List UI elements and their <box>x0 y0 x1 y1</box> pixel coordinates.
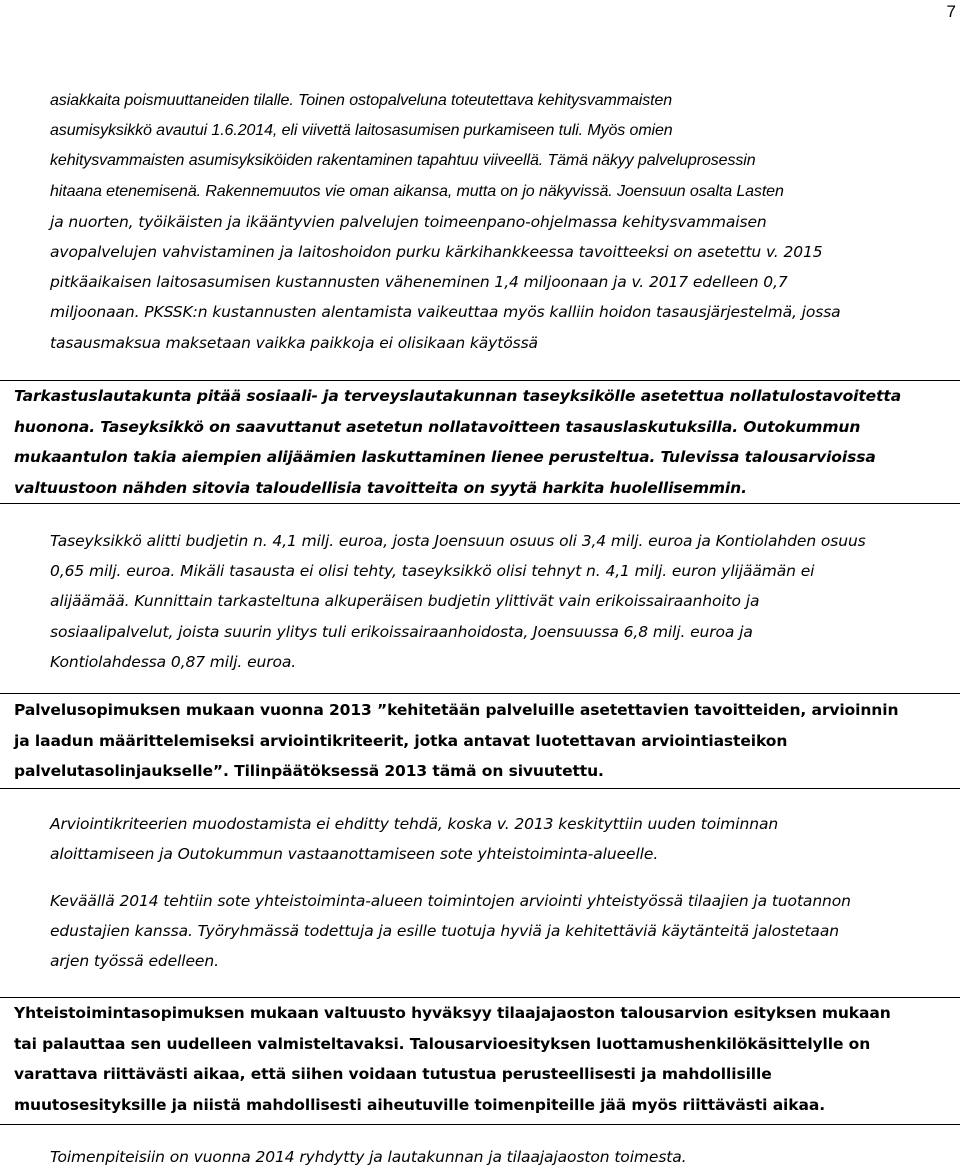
text-line: 0,65 milj. euroa. Mikäli tasausta ei olisi tehty, taseyksikkö olisi tehnyt n. 4,1 milj. euron ylijäämän ei <box>50 562 815 581</box>
paragraph-budjetti <box>50 526 950 677</box>
text-line: avopalvelujen vahvistaminen ja laitoshoidon purku kärkihankkeessa tavoitteeksi on asetettu v. 2015 <box>50 243 823 262</box>
text-line: asiakkaita poismuuttaneiden tilalle. Toinen ostopalveluna toteutettava kehitysvammaisten <box>50 92 673 109</box>
text-line: hitaana etenemisenä. Rakennemuutos vie oman aikansa, mutta on jo näkyvissä. Joensuun osalta Lasten <box>50 182 784 200</box>
paragraph-toimenpiteet <box>50 1142 950 1172</box>
text-line: valtuustoon nähden sitovia taloudellisia tavoitteita on syytä harkita huolellisemmin. <box>14 479 747 498</box>
text-line: sosiaalipalvelut, joista suurin ylitys tuli erikoissairaanhoidosta, Joensuussa 6,8 milj. euroa ja <box>50 622 753 641</box>
text-line: pitkäaikaisen laitosasumisen kustannusten väheneminen 1,4 miljoonaan ja v. 2017 edelleen 0,7 <box>50 273 788 292</box>
text-line: ja laadun määrittelemiseksi arviointikriteerit, jotka antavat luotettavan arviointiasteikon <box>14 731 788 750</box>
paragraph-arviointi-2014 <box>50 886 950 977</box>
text-line: arjen työssä edelleen. <box>50 952 219 971</box>
text-line: Yhteistoimintasopimuksen mukaan valtuusto hyväksyy tilaajajaoston talousarvion esityksen mukaan <box>14 1004 891 1022</box>
text-line: ja nuorten, työikäisten ja ikääntyvien palvelujen toimeenpano-ohjelmassa kehitysvammaisen <box>50 212 767 231</box>
text-line: Keväällä 2014 tehtiin sote yhteistoiminta-alueen toimintojen arviointi yhteistyössä tilaajien ja tuotannon <box>50 892 851 910</box>
paragraph-rakennemuutos <box>50 86 950 358</box>
text-line: palvelutasolinjaukselle”. Tilinpäätöksessä 2013 tämä on sivuutettu. <box>14 762 604 781</box>
text-line: edustajien kanssa. Työryhmässä todettuja ja esille tuotuja hyviä ja kehitettäviä käytänteitä jalostetaan <box>50 922 839 941</box>
text-line: varattava riittävästi aikaa, että siihen voidaan tutustua perusteellisesti ja mahdollisille <box>14 1065 772 1084</box>
text-line: Tarkastuslautakunta pitää sosiaali- ja terveyslautakunnan taseyksikölle asetettua nollatulostavoitetta <box>14 387 902 405</box>
text-line: huonona. Taseyksikkö on saavuttanut asetetun nollatavoitteen tasauslaskutuksilla. Outokummun <box>14 417 861 436</box>
text-line: Kontiolahdessa 0,87 milj. euroa. <box>50 652 297 671</box>
text-line: miljoonaan. PKSSK:n kustannusten alentamista vaikeuttaa myös kalliin hoidon tasausjärjestelmä, jossa <box>50 303 841 322</box>
text-line: Palvelusopimuksen mukaan vuonna 2013 ”kehitetään palveluille asetettavien tavoitteiden, arvioinnin <box>14 701 899 719</box>
finding-box-nollatulostavoite <box>0 380 960 504</box>
page-number: 7 <box>946 2 956 21</box>
text-line: asumisyksikkö avautui 1.6.2014, eli viivettä laitosasumisen purkamiseen tuli. Myös omien <box>50 122 673 140</box>
text-line: kehitysvammaisten asumisyksiköiden rakentaminen tapahtuu viiveellä. Tämä näkyy palveluprosessin <box>50 152 756 170</box>
text-line: Arviointikriteerien muodostamista ei ehditty tehdä, koska v. 2013 keskityttiin uuden toiminnan <box>50 815 779 833</box>
text-line: Taseyksikkö alitti budjetin n. 4,1 milj. euroa, josta Joensuun osuus oli 3,4 milj. euroa ja Kontiolahden osuus <box>50 532 866 550</box>
text-line: aloittamiseen ja Outokummun vastaanottamiseen sote yhteistoiminta-alueelle. <box>50 845 659 864</box>
text-line: tai palauttaa sen uudelleen valmisteltavaksi. Talousarvioesityksen luottamushenkilökäsittelylle on <box>14 1034 871 1053</box>
text-line: mukaantulon takia aiempien alijäämien laskuttaminen lienee perusteltua. Tulevissa talousarvioissa <box>14 448 876 467</box>
text-line: tasausmaksua maksetaan vaikka paikkoja ei olisikaan käytössä <box>50 333 538 352</box>
finding-box-palvelusopimus <box>0 693 960 789</box>
text-line: muutosesityksille ja niistä mahdollisesti aiheutuville toimenpiteille jää myös riittävästi aikaa. <box>14 1096 825 1115</box>
paragraph-arviointikriteerit <box>50 809 950 869</box>
text-line: Toimenpiteisiin on vuonna 2014 ryhdytty ja lautakunnan ja tilaajajaoston toimesta. <box>50 1148 687 1166</box>
finding-box-talousarvio <box>0 997 960 1125</box>
text-line: alijäämää. Kunnittain tarkasteltuna alkuperäisen budjetin ylittivät vain erikoissairaanhoito ja <box>50 592 760 611</box>
